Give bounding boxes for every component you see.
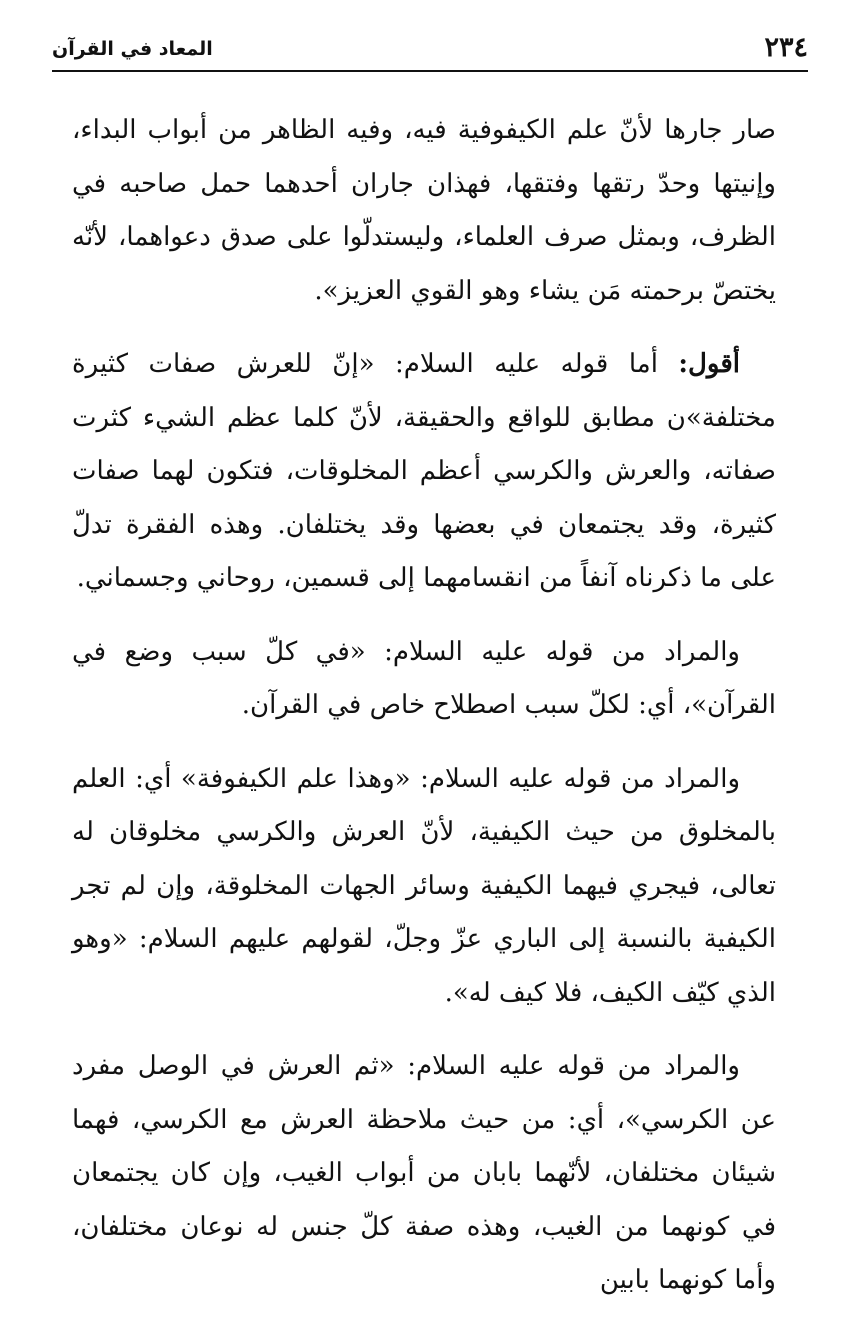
- page-number: ٢٣٤: [764, 32, 808, 63]
- paragraph-3: [72, 626, 776, 733]
- body-text: [72, 104, 776, 1328]
- paragraph-3-text: والمراد من قوله عليه السلام: «في كلّ سبب وضع في القرآن»، أي: لكلّ سبب اصطلاح خاص في القرآن.: [72, 636, 776, 720]
- running-title: المعاد في القرآن: [52, 38, 213, 60]
- paragraph-5: [72, 1040, 776, 1308]
- paragraph-5-text: والمراد من قوله عليه السلام: «ثم العرش في الوصل مفرد عن الكرسي»، أي: من حيث ملاحظة العرش مع الكرسي، فهما شيئان مختلفان، لأنّهما بابان من أبواب الغيب، وإن كان يجتمعان في كونهما من الغيب، وهذه صفة كلّ جنس له نوعان مختلفان، وأما كونهما بابين: [72, 1051, 776, 1295]
- paragraph-2-text: أما قوله عليه السلام: «إنّ للعرش صفات كثيرة مختلفة»ن مطابق للواقع والحقيقة، لأنّ كلما عظم الشيء كثرت صفاته، والعرش والكرسي أعظم المخلوقات، فتكون لهما صفات كثيرة، وقد يجتمعان في بعضها وقد يختلفان. وهذه الفقرة تدلّ على ما ذكرناه آنفاً من انقسامهما إلى قسمين، روحاني وجسماني.: [72, 349, 776, 593]
- paragraph-4-text: والمراد من قوله عليه السلام: «وهذا علم الكيفوفة» أي: العلم بالمخلوق من حيث الكيفية، لأنّ العرش والكرسي مخلوقان له تعالى، فيجري فيهما الكيفية وسائر الجهات المخلوقة، وإن لم تجر الكيفية بالنسبة إلى الباري عزّ وجلّ، لقولهم عليهم السلام: «وهو الذي كيّف الكيف، فلا كيف له».: [72, 763, 776, 1008]
- paragraph-4: [72, 753, 776, 1021]
- paragraph-2-lead: أقول:: [678, 349, 740, 379]
- paragraph-2: [72, 338, 776, 606]
- paragraph-1-text: صار جارها لأنّ علم الكيفوفية فيه، وفيه الظاهر من أبواب البداء، وإنيتها وحدّ رتقها وفتقها، فهذان جاران أحدهما حمل صاحبه في الظرف، وبمثل صرف العلماء، وليستدلّوا على صدق دعواهما، لأنّه يختصّ برحمته مَن يشاء وهو القوي العزيز».: [72, 115, 776, 306]
- page-header: [52, 30, 808, 72]
- paragraph-1: [72, 104, 776, 318]
